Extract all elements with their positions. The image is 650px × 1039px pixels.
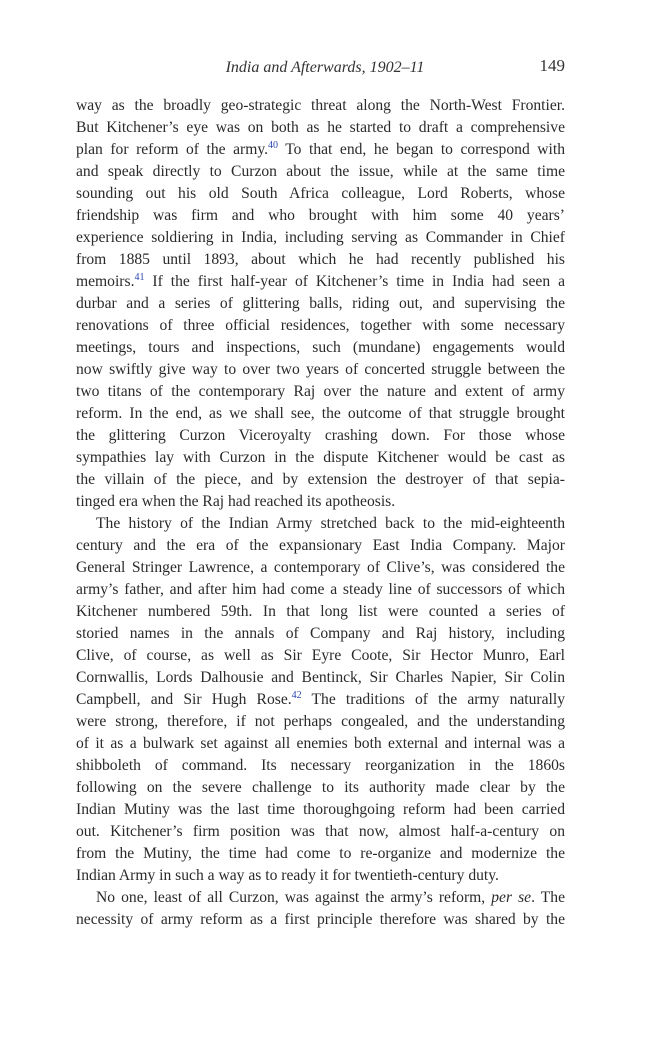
text-line: following on the severe challenge to its authority made clear by the [76, 779, 565, 796]
text-run: memoirs. [76, 273, 135, 290]
text-line: storied names in the annals of Company and Raj history, including [76, 625, 565, 642]
text-line: two titans of the contemporary Raj over the nature and extent of army [76, 383, 565, 400]
text-line: Clive, of course, as well as Sir Eyre Coote, Sir Hector Munro, Earl [76, 647, 565, 664]
text-line [76, 887, 565, 909]
text-line: out. Kitchener’s firm position was that now, almost half-a-century on [76, 823, 565, 840]
text-line: General Stringer Lawrence, a contemporary of Clive’s, was considered the [76, 559, 565, 576]
running-head [0, 57, 650, 79]
text-run: . The [531, 889, 566, 906]
text-line: friendship was firm and who brought with him some 40 years’ [76, 207, 565, 224]
text-line: Cornwallis, Lords Dalhousie and Bentinck, Sir Charles Napier, Sir Colin [76, 669, 565, 686]
text-line: sympathies lay with Curzon in the dispute Kitchener would be cast as [76, 449, 565, 466]
text-line: century and the era of the expansionary East India Company. Major [76, 537, 565, 554]
text-line [76, 689, 565, 711]
text-line: and speak directly to Curzon about the issue, while at the same time [76, 163, 565, 180]
text-line: Kitchener numbered 59th. In that long list were counted a series of [76, 603, 565, 620]
paragraph-3 [76, 887, 565, 931]
footnote-ref-42[interactable]: 42 [291, 690, 302, 701]
text-run: If the first half-year of Kitchener’s time in India had seen a [144, 273, 565, 290]
text-run: plan for reform of the army. [76, 141, 269, 158]
text-line: army’s father, and after him had come a steady line of successors of which [76, 581, 565, 598]
text-run: The traditions of the army naturally [301, 691, 565, 708]
text-line [76, 139, 565, 161]
text-line: Indian Mutiny was the last time thoroughgoing reform had been carried [76, 801, 565, 818]
text-line: necessity of army reform as a first principle therefore was shared by the [76, 911, 565, 928]
text-line: from the Mutiny, the time had come to re-organize and modernize the [76, 845, 565, 862]
text-run: To that end, he began to correspond with [278, 141, 565, 158]
page-number: 149 [539, 56, 565, 75]
text-line: now swiftly give way to over two years of concerted struggle between the [76, 361, 565, 378]
text-line: sounding out his old South Africa colleague, Lord Roberts, whose [76, 185, 565, 202]
text-line: experience soldiering in India, including serving as Commander in Chief [76, 229, 565, 246]
text-line: reform. In the end, as we shall see, the outcome of that struggle brought [76, 405, 565, 422]
text-line: from 1885 until 1893, about which he had recently published his [76, 251, 565, 268]
text-run: No one, least of all Curzon, was against the army’s reform, [96, 889, 492, 906]
italic-run: per se [491, 889, 532, 906]
running-title: India and Afterwards, 1902–11 [225, 59, 425, 76]
text-line: tinged era when the Raj had reached its apotheosis. [76, 493, 396, 510]
footnote-ref-41[interactable]: 41 [134, 272, 145, 283]
text-line: renovations of three official residences, together with some necessary [76, 317, 565, 334]
text-run: Campbell, and Sir Hugh Rose. [76, 691, 292, 708]
text-line: way as the broadly geo-strategic threat along the North-West Frontier. [76, 97, 565, 114]
text-line: the villain of the piece, and by extension the destroyer of that sepia- [76, 471, 565, 488]
footnote-ref-40[interactable]: 40 [268, 140, 279, 151]
text-line: the glittering Curzon Viceroyalty crashing down. For those whose [76, 427, 565, 444]
paragraph-2 [76, 513, 565, 887]
body-text [76, 95, 565, 931]
text-line: But Kitchener’s eye was on both as he started to draft a comprehensive [76, 119, 565, 136]
text-line: meetings, tours and inspections, such (mundane) engagements would [76, 339, 565, 356]
text-line: The history of the Indian Army stretched back to the mid-eighteenth [96, 515, 565, 532]
paragraph-1 [76, 95, 565, 513]
text-line: shibboleth of command. Its necessary reorganization in the 1860s [76, 757, 565, 774]
text-line [76, 271, 565, 293]
text-line: of it as a bulwark set against all enemies both external and internal was a [76, 735, 565, 752]
text-line: durbar and a series of glittering balls, riding out, and supervising the [76, 295, 565, 312]
text-line: were strong, therefore, if not perhaps congealed, and the understanding [76, 713, 565, 730]
text-line: Indian Army in such a way as to ready it for twentieth-century duty. [76, 867, 499, 884]
